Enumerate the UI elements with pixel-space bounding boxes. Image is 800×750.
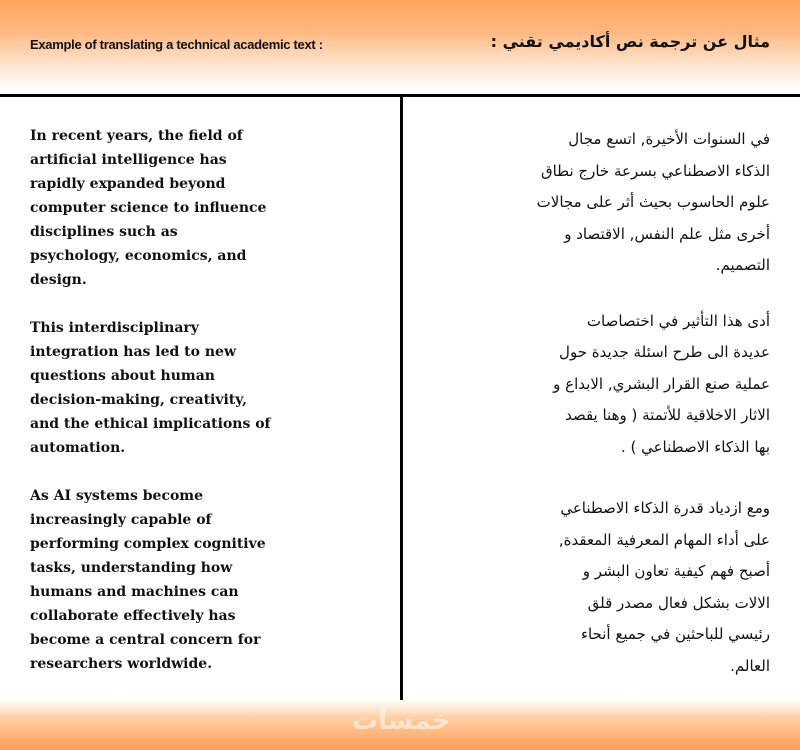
english-text-column bbox=[30, 124, 370, 700]
header-banner bbox=[0, 0, 800, 90]
title-arabic: مثال عن ترجمة نص أكاديمي تقني : bbox=[490, 32, 770, 51]
english-paragraph: In recent years, the field of artificial intelligence has rapidly expanded beyond computer science to influence disciplines such as psychology, economics, and design. bbox=[30, 128, 267, 288]
arabic-paragraph: في السنوات الأخيرة, اتسع مجال الذكاء الاصطناعي بسرعة خارج نطاق علوم الحاسوب بحيث أثر على مجالات أخرى مثل علم النفس, الاقتصاد و التصميم. bbox=[536, 130, 770, 274]
arabic-text-column bbox=[430, 124, 770, 682]
arabic-paragraph: ومع ازدياد قدرة الذكاء الاصطناعي على أداء المهام المعرفية المعقدة, أصبح فهم كيفية تعاون البشر و الالات بشكل فعال مصدر قلق رئيسي للباحثين في جميع أنحاء العالم. bbox=[558, 499, 770, 675]
arabic-paragraph: أدى هذا التأثير في اختصاصات عديدة الى طرح اسئلة جديدة حول عملية صنع القرار البشري, الابداع و الاثار الاخلاقية للأتمتة ( وهنا يقصد بها الذكاء الاصطناعي ) . bbox=[553, 311, 770, 456]
title-english: Example of translating a technical academic text : bbox=[30, 37, 323, 52]
vertical-divider bbox=[400, 94, 403, 750]
watermark-logo: خمسات bbox=[352, 706, 451, 736]
english-paragraph: As AI systems become increasingly capable of performing complex cognitive tasks, understanding how humans and machines can collaborate effectively has become a central concern for researchers worldwide. bbox=[30, 488, 266, 672]
english-paragraph: This interdisciplinary integration has led to new questions about human decision-making, creativity, and the ethical implications of automation. bbox=[30, 320, 271, 456]
